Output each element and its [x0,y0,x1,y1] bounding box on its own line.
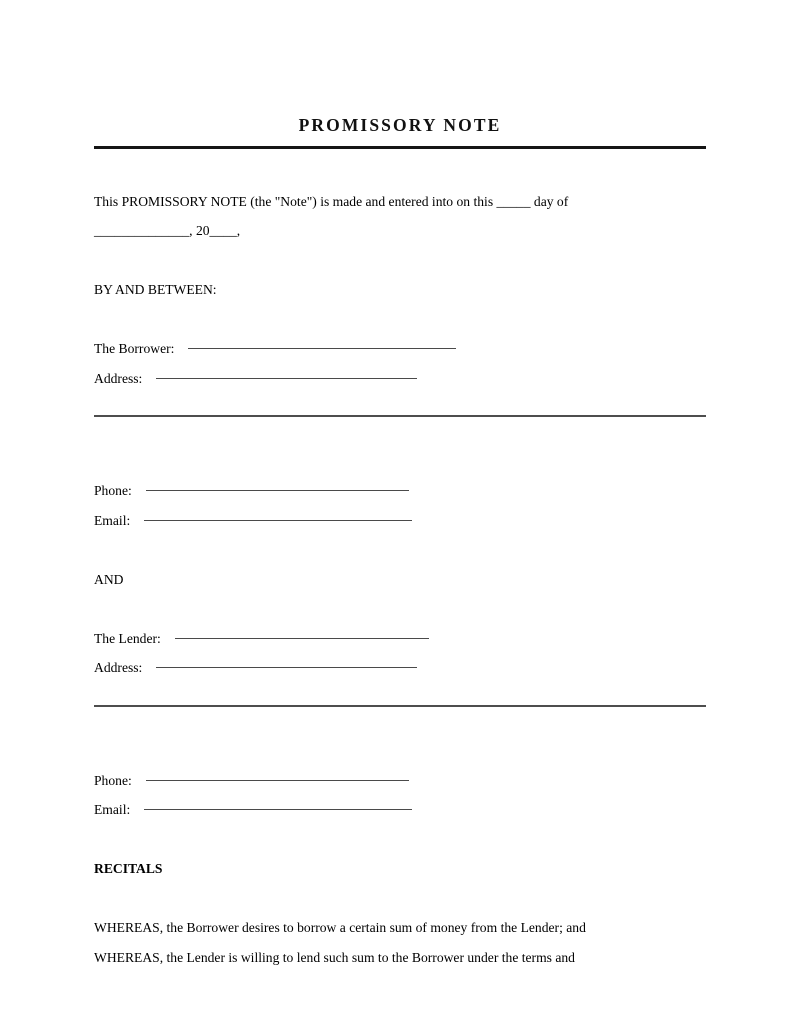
recitals-heading: RECITALS [94,861,163,876]
borrower-address-input[interactable] [156,378,417,379]
lender-email-row [94,795,706,825]
spacer-borrower-address-overflow [94,393,706,415]
spacer-after-recitals-heading [94,884,706,914]
recitals-clause-1: WHEREAS, the Borrower desires to borrow a certain sum of money from the Lender; and [94,920,586,935]
spacer-after-borrower-rule-2 [94,447,706,477]
lender-name-input[interactable] [175,638,429,639]
lender-email-input[interactable] [144,809,412,810]
borrower-phone-row [94,476,706,506]
spacer-after-lender-rule-2 [94,736,706,766]
intro-line-2: ______________, 20____, [94,223,241,238]
spacer-lender-address-overflow [94,683,706,705]
title-divider [94,146,706,149]
borrower-email-label: Email: [94,512,131,528]
lender-name-label: The Lender: [94,630,161,646]
document-content [94,0,706,972]
intro-line-1: This PROMISSORY NOTE (the "Note") is made and entered into on this _____ day of [94,193,569,209]
lender-address-label: Address: [94,660,143,675]
lender-address-input[interactable] [156,667,417,668]
lender-phone-row [94,766,706,796]
borrower-name-label: The Borrower: [94,341,175,356]
lender-address-row [94,653,706,683]
borrower-name-input[interactable] [188,348,456,349]
lender-phone-label: Phone: [94,772,132,788]
spacer-after-borrower-rule-1 [94,417,706,447]
borrower-address-row [94,364,706,394]
spacer-before-recitals [94,825,706,855]
spacer-before-parties [94,246,706,276]
borrower-name-row [94,334,706,364]
spacer-before-lender [94,594,706,624]
borrower-address-label: Address: [94,370,143,386]
spacer-after-lender-rule-1 [94,707,706,737]
parties-heading: BY AND BETWEEN: [94,282,217,297]
page-title: PROMISSORY NOTE [298,115,502,135]
borrower-phone-label: Phone: [94,483,132,498]
parties-conjunction: AND [94,571,124,587]
borrower-email-row [94,506,706,536]
borrower-email-input[interactable] [144,520,412,521]
spacer-before-and [94,535,706,565]
lender-phone-input[interactable] [146,780,409,781]
spacer-after-title [94,157,706,187]
borrower-phone-input[interactable] [146,490,409,491]
lender-email-label: Email: [94,802,131,817]
recitals-clause-2: WHEREAS, the Lender is willing to lend such sum to the Borrower under the terms and [94,949,575,965]
lender-name-row [94,624,706,654]
spacer-before-borrower [94,305,706,335]
